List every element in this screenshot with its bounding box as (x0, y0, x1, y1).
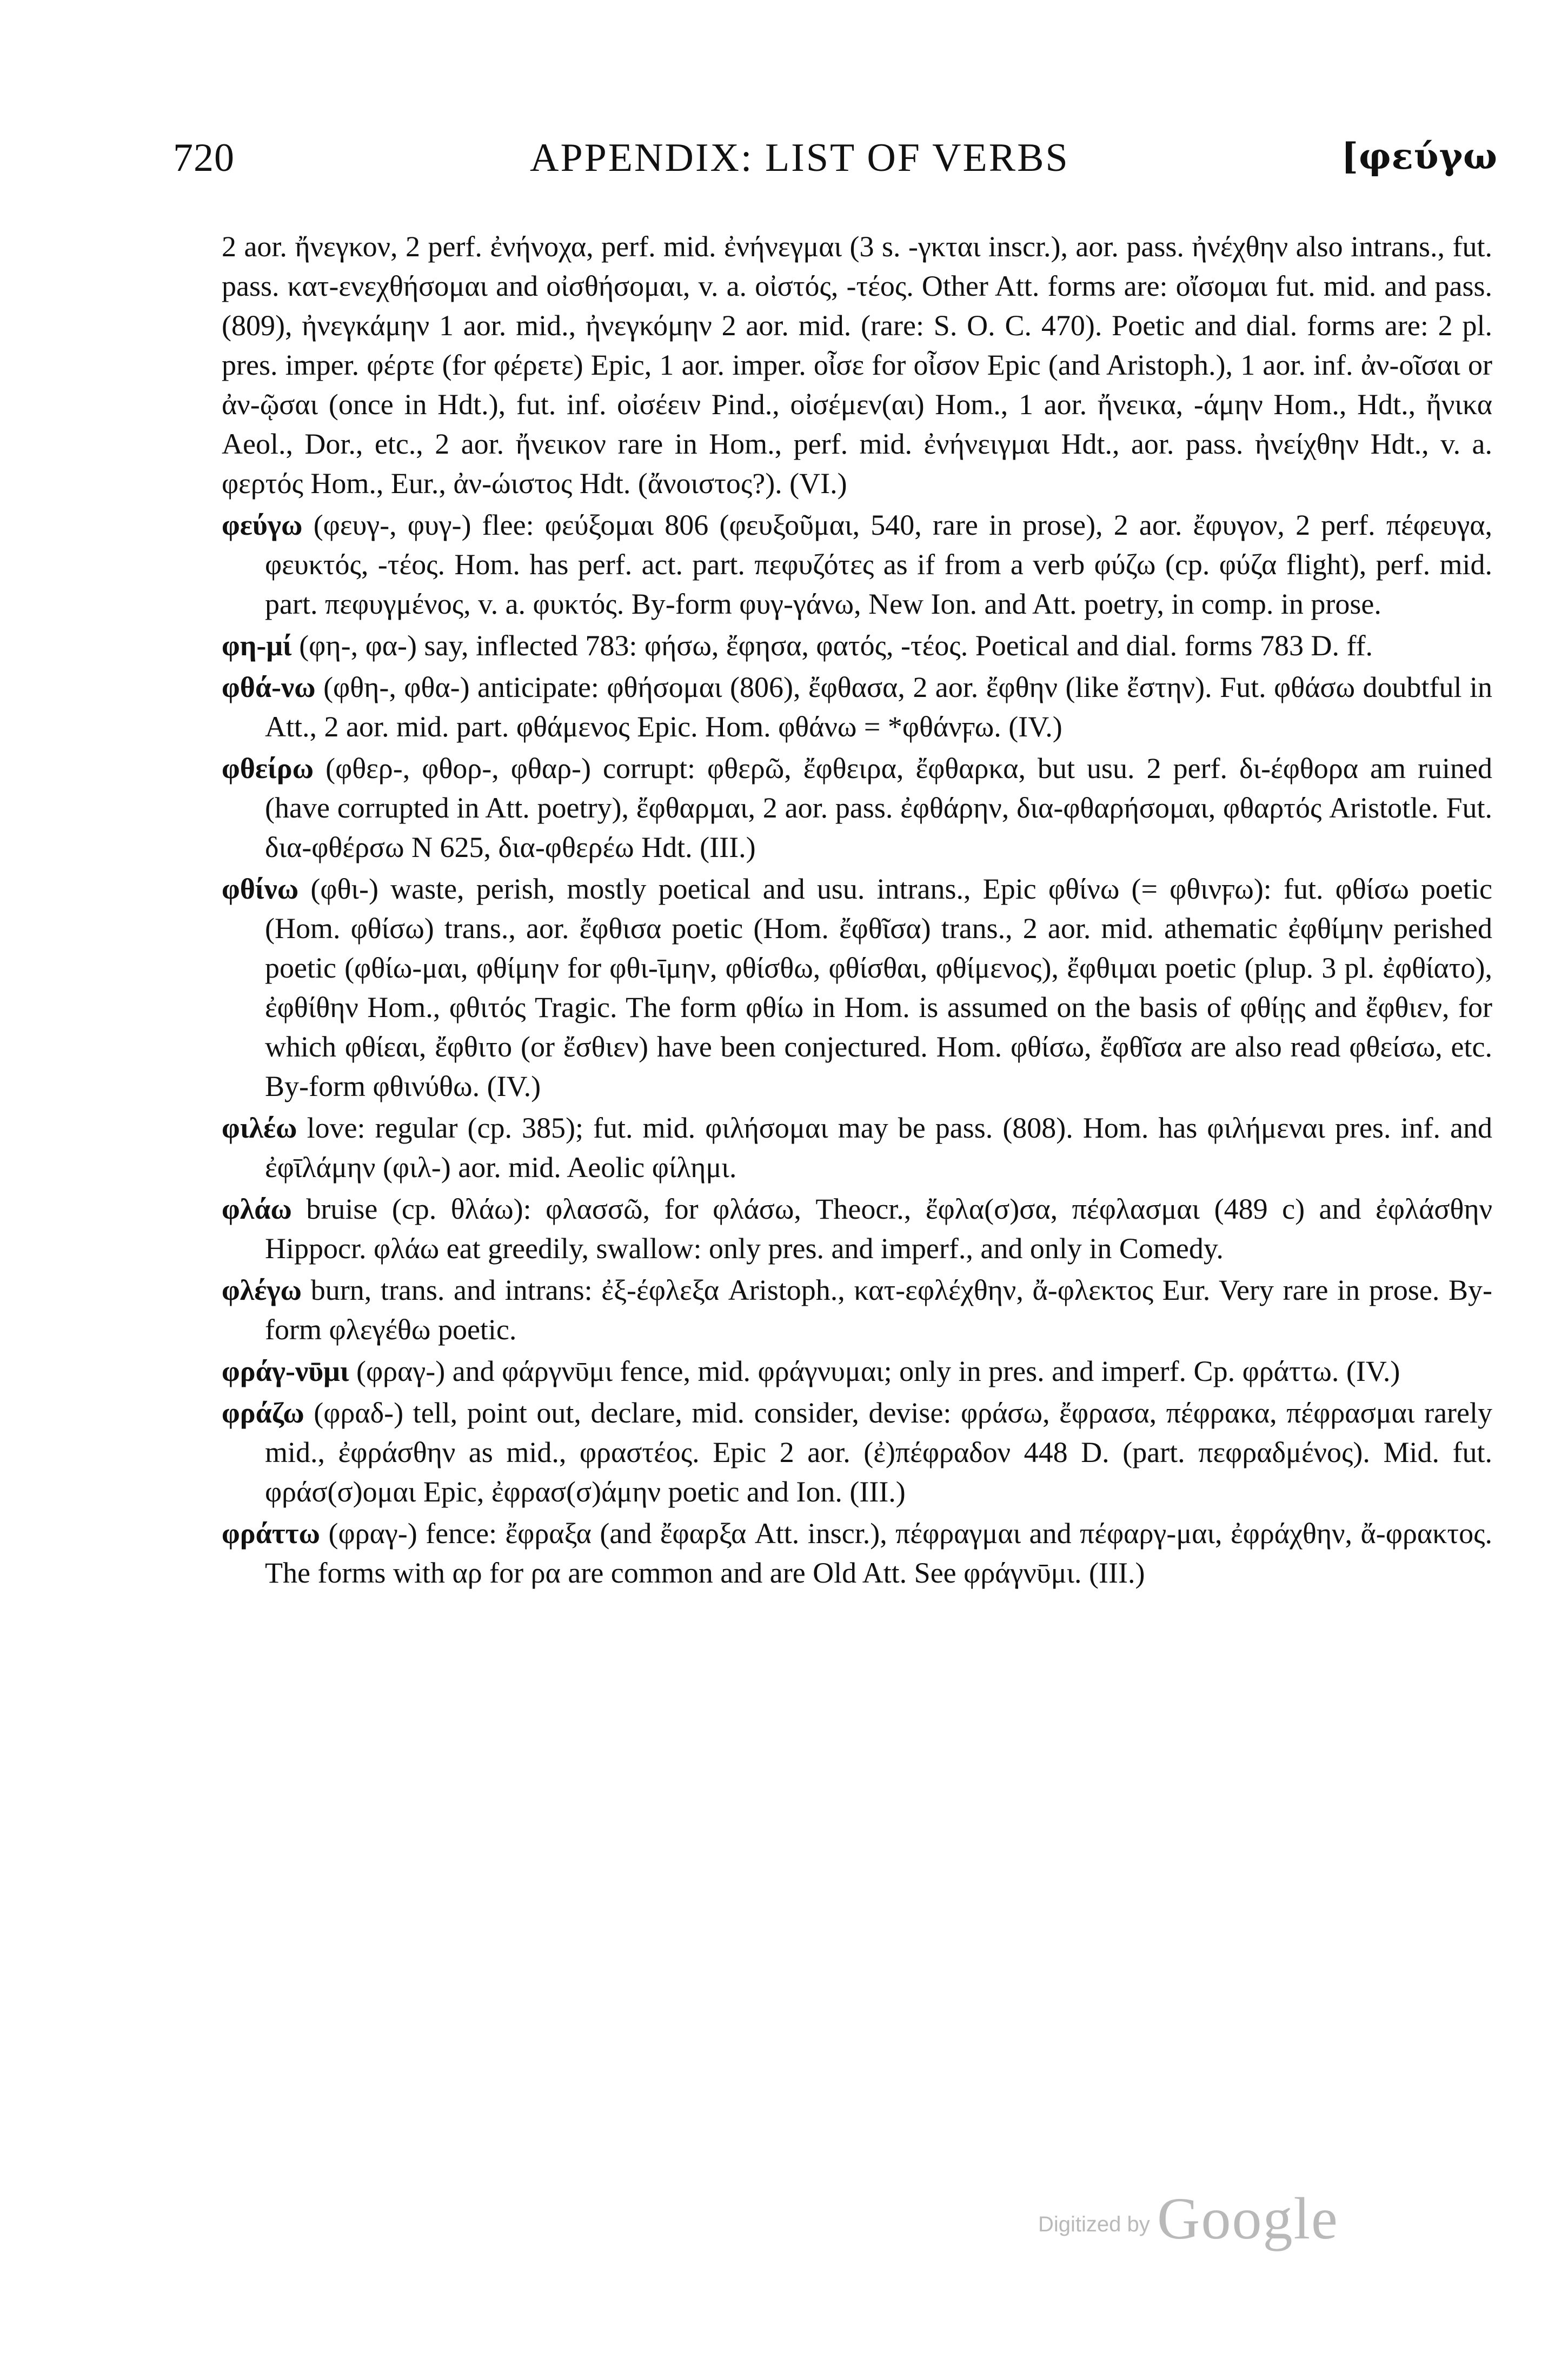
entry-head: φράγ-νῡμι (222, 1355, 349, 1387)
entry-head: φεύγω (222, 509, 303, 541)
entry-text: (φθι-) waste, perish, mostly poetical and usu. intrans., Epic φθίνω (= φθινϝω): fut. φθίσω poetic (Hom. φθίσω) trans., aor. ἔφθισα poetic (Hom. ἔφθῖσα) trans., 2 aor. mid. athematic ἐφθίμην perished poetic (φθίω-μαι, φθίμην for φθι-ῑμην, φθίσθω, φθίσθαι, φθίμενος), ἔφθιμαι poetic (plup. 3 pl. ἐφθίατο), ἐφθίθην Hom., φθιτός Tragic. The form φθίω in Hom. is assumed on the basis of φθίῃς and ἔφθιεν, for which φθίεαι, ἔφθιτο (or ἔσθιεν) have been conjectured. Hom. φθίσω, ἔφθῖσα are also read φθείσω, etc. By-form φθινύθω. (IV.) (265, 873, 1492, 1102)
entry-head: φθά-νω (222, 671, 316, 703)
entry-phthino (222, 869, 1492, 1106)
entry-text: (φη-, φα-) say, inflected 783: φήσω, ἔφησα, φατός, -τέος. Poetical and dial. forms 783 D. ff. (291, 629, 1373, 662)
entry-text: burn, trans. and intrans: ἐξ-έφλεξα Aristoph., κατ-εφλέχθην, ἄ-φλεκτος Eur. Very rare in prose. By-form φλεγέθω poetic. (265, 1274, 1492, 1346)
entry-text: (φραγ-) and φάργνῡμι fence, mid. φράγνυμαι; only in pres. and imperf. Cp. φράττω. (IV.) (349, 1355, 1400, 1387)
entry-phileo (222, 1108, 1492, 1187)
entry-phrazo (222, 1393, 1492, 1512)
entry-head: φλέγω (222, 1274, 302, 1306)
entry-phratto (222, 1514, 1492, 1593)
entry-pheugo (222, 506, 1492, 624)
page-header (173, 135, 1498, 189)
entry-head: φλάω (222, 1193, 292, 1225)
entry-text: (φθη-, φθα-) anticipate: φθήσομαι (806), ἔφθασα, 2 aor. ἔφθην (like ἔστην). Fut. φθάσω doubtful in Att., 2 aor. mid. part. φθάμενος Epic. Hom. φθάνω = *φθάνϝω. (IV.) (265, 671, 1492, 743)
entry-phthano (222, 668, 1492, 747)
running-head: [φεύγω (1341, 135, 1498, 177)
entry-text: love: regular (cp. 385); fut. mid. φιλήσομαι may be pass. (808). Hom. has φιλήμεναι pres. inf. and ἐφῑλάμην (φιλ-) aor. mid. Aeolic φίλημι. (265, 1112, 1492, 1184)
google-logo-text: Google (1157, 2185, 1339, 2251)
entry-text: (φραδ-) tell, point out, declare, mid. consider, devise: φράσω, ἔφρασα, πέφρακα, πέφρασμαι rarely mid., ἐφράσθην as mid., φραστέος. Epic 2 aor. (ἐ)πέφραδον 448 D. (part. πεφραδμένος). Mid. fut. φράσ(σ)ομαι Epic, ἐφρασ(σ)άμην poetic and Ion. (III.) (265, 1397, 1492, 1508)
entry-phragnumi (222, 1352, 1492, 1391)
entry-text: (φευγ-, φυγ-) flee: φεύξομαι 806 (φευξοῦμαι, 540, rare in prose), 2 aor. ἔφυγον, 2 perf. πέφευγα, φευκτός, -τέος. Hom. has perf. act. part. πεφυζότες as if from a verb φύζω (cp. φύζα flight), perf. mid. part. πεφυγμένος, v. a. φυκτός. By-form φυγ-γάνω, New Ion. and Att. poetry, in comp. in prose. (265, 509, 1492, 620)
entry-head: φθείρω (222, 752, 314, 785)
entry-phlego (222, 1271, 1492, 1350)
entry-head: φιλέω (222, 1112, 297, 1144)
page-number: 720 (173, 136, 235, 180)
entry-head: φράττω (222, 1517, 320, 1550)
digitized-watermark (1027, 2184, 1406, 2249)
page-title: APPENDIX: LIST OF VERBS (530, 136, 1069, 180)
entry-head: φράζω (222, 1397, 304, 1429)
entry-head: φθίνω (222, 873, 299, 905)
entry-text: bruise (cp. θλάω): φλασσῶ, for φλάσω, Theocr., ἔφλα(σ)σα, πέφλασμαι (489 c) and ἐφλάσθην Hippocr. φλάω eat greedily, swallow: only pres. and imperf., and only in Comedy. (265, 1193, 1492, 1265)
entry-continuation (222, 227, 1492, 503)
digitized-label: Digitized by (1038, 2212, 1150, 2236)
entry-phlao (222, 1190, 1492, 1268)
entry-text: (φραγ-) fence: ἔφραξα (and ἔφαρξα Att. inscr.), πέφραγμαι and πέφαργ-μαι, ἐφράχθην, ἄ-φρακτος. The forms with αρ for ρα are common and are Old Att. See φράγνῡμι. (III.) (265, 1517, 1492, 1589)
entry-phemi (222, 626, 1492, 666)
entry-text: 2 aor. ἤνεγκον, 2 perf. ἐνήνοχα, perf. mid. ἐνήνεγμαι (3 s. -γκται inscr.), aor. pass. ἠνέχθην also intrans., fut. pass. κατ-ενεχθήσομαι and οἰσθήσομαι, v. a. οἰστός, -τέος. Other Att. forms are: οἴσομαι fut. mid. and pass. (809), ἠνεγκάμην 1 aor. mid., ἠνεγκόμην 2 aor. mid. (rare: S. O. C. 470). Poetic and dial. forms are: 2 pl. pres. imper. φέρτε (for φέρετε) Epic, 1 aor. imper. οἶσε for οἶσον Epic (and Aristoph.), 1 aor. inf. ἀν-οῖσαι or ἀν-ῷσαι (once in Hdt.), fut. inf. οἰσέειν Pind., οἰσέμεν(αι) Hom., 1 aor. ἤνεικα, -άμην Hom., Hdt., ἤνικα Aeol., Dor., etc., 2 aor. ἤνεικον rare in Hom., perf. mid. ἐνήνειγμαι Hdt., aor. pass. ἠνείχθην Hdt., v. a. φερτός Hom., Eur., ἀν-ώιστος Hdt. (ἄνοιστος?). (VI.) (222, 230, 1492, 500)
entry-text: (φθερ-, φθορ-, φθαρ-) corrupt: φθερῶ, ἔφθειρα, ἔφθαρκα, but usu. 2 perf. δι-έφθορα am ruined (have corrupted in Att. poetry), ἔφθαρμαι, 2 aor. pass. ἐφθάρην, δια-φθαρήσομαι, φθαρτός Aristotle. Fut. δια-φθέρσω N 625, δια-φθερέω Hdt. (III.) (265, 752, 1492, 863)
verb-list (222, 227, 1492, 1595)
entry-phtheiro (222, 749, 1492, 867)
entry-head: φη-μί (222, 629, 292, 662)
